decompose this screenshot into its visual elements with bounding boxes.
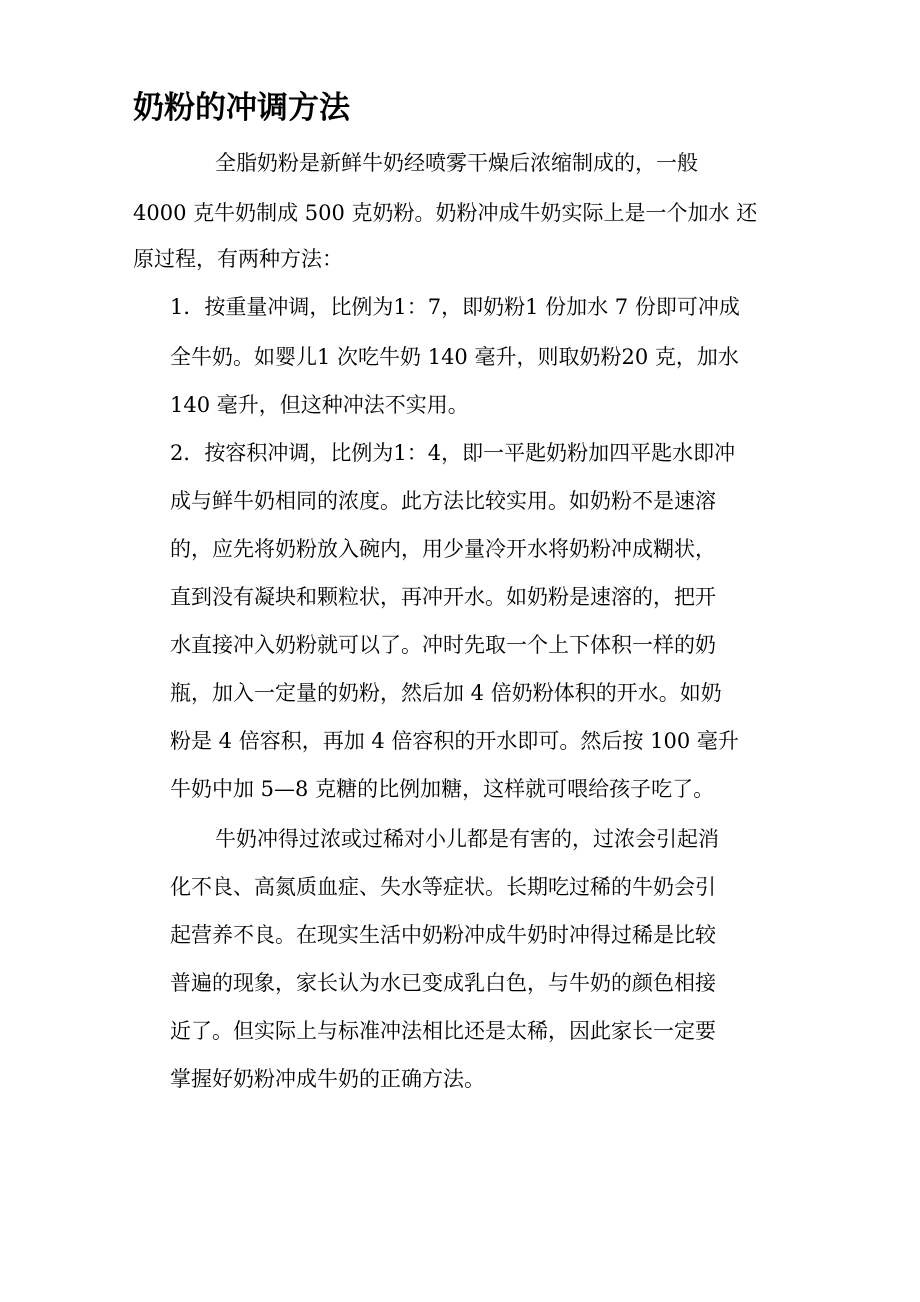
item2-line-8: 牛奶中加 5—8 克糖的比例加糖，这样就可喂给孩子吃了。: [170, 777, 715, 801]
item2-line-7: 粉是 4 倍容积，再加 4 倍容积的开水即可。然后按 100 毫升: [170, 729, 739, 753]
para2-line-6: 掌握好奶粉冲成牛奶的正确方法。: [170, 1067, 485, 1091]
item2-line-1: 2．按容积冲调，比例为1：4，即一平匙奶粉加四平匙水即冲: [170, 441, 736, 465]
para2-line-1: 牛奶冲得过浓或过稀对小儿都是有害的，过浓会引起消: [215, 827, 719, 851]
para1-line-2: 4000 克牛奶制成 500 克奶粉。奶粉冲成牛奶实际上是一个加水 还: [133, 201, 758, 225]
item2-line-6: 瓶，加入一定量的奶粉，然后加 4 倍奶粉体积的开水。如奶: [170, 681, 722, 705]
item1-line-1: 1．按重量冲调，比例为1：7，即奶粉1 份加水 7 份即可冲成: [170, 295, 740, 319]
item2-line-2: 成与鲜牛奶相同的浓度。此方法比较实用。如奶粉不是速溶: [170, 489, 716, 513]
item2-line-3: 的，应先将奶粉放入碗内，用少量冷开水将奶粉冲成糊状，: [170, 537, 716, 561]
para2-line-2: 化不良、高氮质血症、失水等症状。长期吃过稀的牛奶会引: [170, 875, 716, 899]
item1-line-2: 全牛奶。如婴儿1 次吃牛奶 140 毫升，则取奶粉20 克，加水: [170, 345, 739, 369]
para2-line-5: 近了。但实际上与标准冲法相比还是太稀，因此家长一定要: [170, 1019, 716, 1043]
item2-line-4: 直到没有凝块和颗粒状，再冲开水。如奶粉是速溶的，把开: [170, 585, 716, 609]
para2-line-3: 起营养不良。在现实生活中奶粉冲成牛奶时冲得过稀是比较: [170, 923, 716, 947]
document-title: 奶粉的冲调方法: [133, 90, 350, 126]
item2-line-5: 水直接冲入奶粉就可以了。冲时先取一个上下体积一样的奶: [170, 633, 716, 657]
item1-line-3: 140 毫升，但这种冲法不实用。: [170, 393, 469, 417]
para1-line-3: 原过程，有两种方法：: [133, 247, 343, 271]
para1-line-1: 全脂奶粉是新鲜牛奶经喷雾干燥后浓缩制成的，一般: [215, 151, 698, 175]
para2-line-4: 普遍的现象，家长认为水已变成乳白色，与牛奶的颜色相接: [170, 971, 716, 995]
